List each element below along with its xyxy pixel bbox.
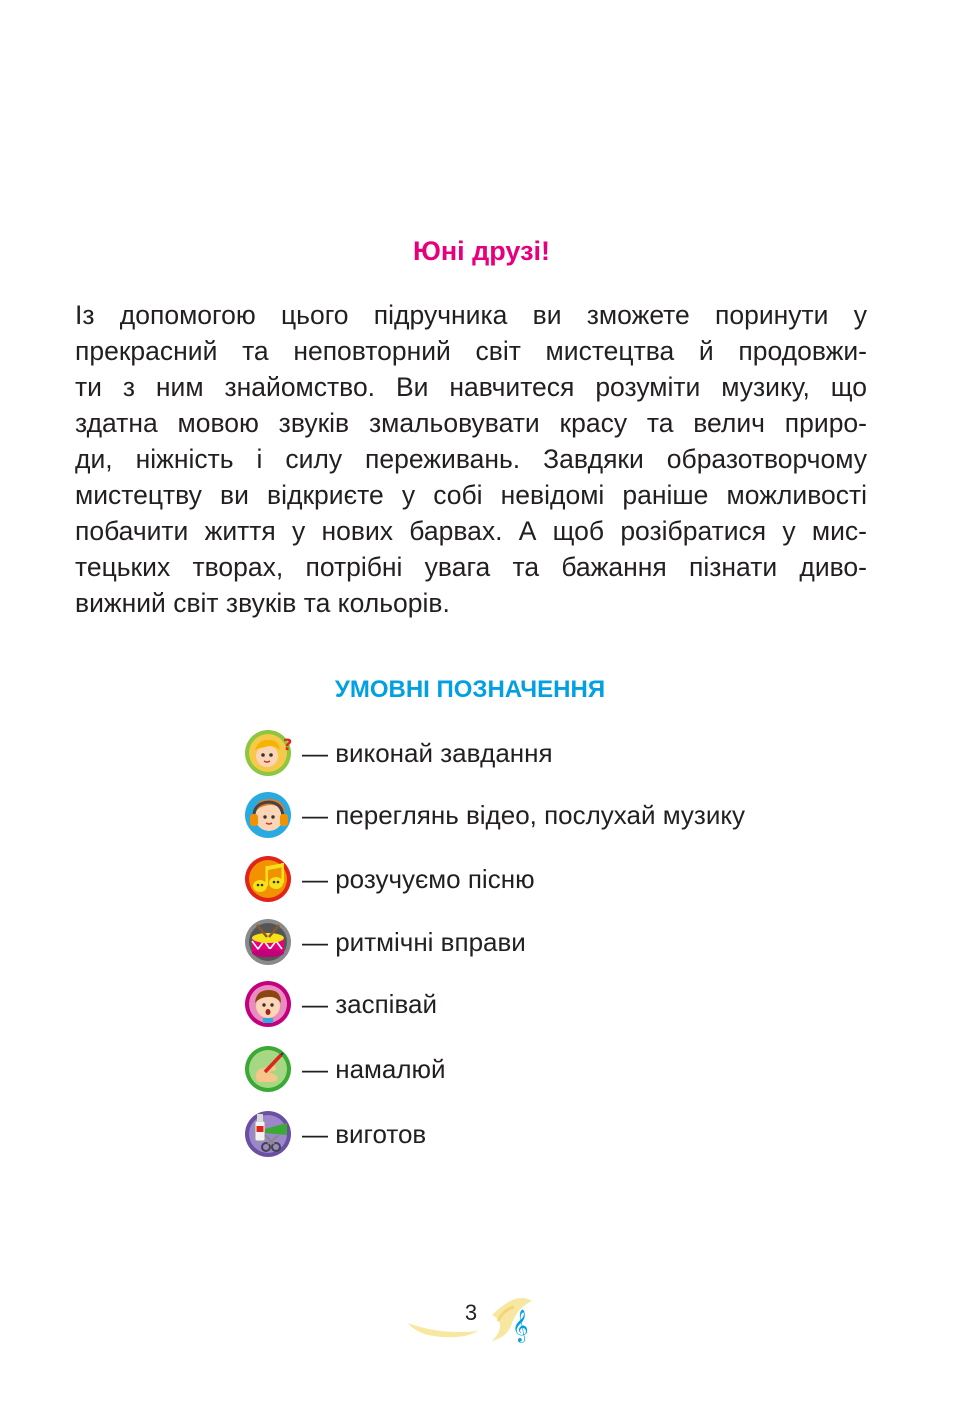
- singing-boy-icon: [243, 979, 293, 1029]
- treble-clef-icon: 𝄞: [512, 1309, 529, 1342]
- legend-item-text: — виготов: [302, 1118, 427, 1149]
- drum-icon: [243, 917, 293, 967]
- legend-item-task: [243, 728, 843, 778]
- intro-line: прекрасний та неповторний світ мистецтва й продовжи-: [75, 336, 867, 366]
- singing-notes-icon: [243, 854, 293, 904]
- intro-line: побачити життя у нових барвах. А щоб розібратися у мис-: [75, 516, 867, 546]
- page-number: 3: [464, 1300, 478, 1325]
- legend-item-draw: [243, 1044, 843, 1094]
- intro-line: здатна мовою звуків змальовувати красу та велич приро-: [75, 408, 867, 438]
- intro-line: вижний світ звуків та кольорів.: [75, 588, 450, 618]
- legend-item-make: [243, 1109, 843, 1159]
- intro-line: ти з ним знайомство. Ви навчитеся розуміти музику, що: [75, 372, 867, 402]
- legend-item-text: — виконай завдання: [302, 737, 553, 768]
- legend-item-text: — заспівай: [302, 988, 437, 1019]
- drawing-hand-icon: [243, 1044, 293, 1094]
- legend-item-sing: [243, 979, 843, 1029]
- intro-line: тецьких творах, потрібні увага та бажання пізнати диво-: [75, 552, 867, 582]
- legend-item-song: [243, 854, 843, 904]
- legend-item-text: — намалюй: [302, 1053, 446, 1084]
- svg-text:?: ?: [283, 735, 293, 754]
- legend-item-media: [243, 790, 843, 840]
- page-greeting: Юні друзі!: [412, 236, 550, 266]
- thinking-child-icon: [243, 728, 293, 778]
- legend-item-text: — переглянь відео, послухай музику: [302, 799, 746, 830]
- legend-item-rhythm: [243, 917, 843, 967]
- intro-line: Із допомогою цього підручника ви зможете поринути у: [75, 300, 867, 330]
- intro-line: мистецтву ви відкриєте у собі невідомі раніше можливості: [75, 480, 867, 510]
- intro-line: ди, ніжність і силу переживань. Завдяки образотворчому: [75, 444, 867, 474]
- intro-paragraph: [75, 297, 867, 621]
- legend-item-text: — розучуємо пісню: [302, 863, 535, 894]
- headphones-child-icon: [243, 790, 293, 840]
- legend-item-text: — ритмічні вправи: [302, 926, 526, 957]
- legend-title: УМОВНІ ПОЗНАЧЕННЯ: [334, 676, 606, 703]
- glue-scissors-icon: [243, 1109, 293, 1159]
